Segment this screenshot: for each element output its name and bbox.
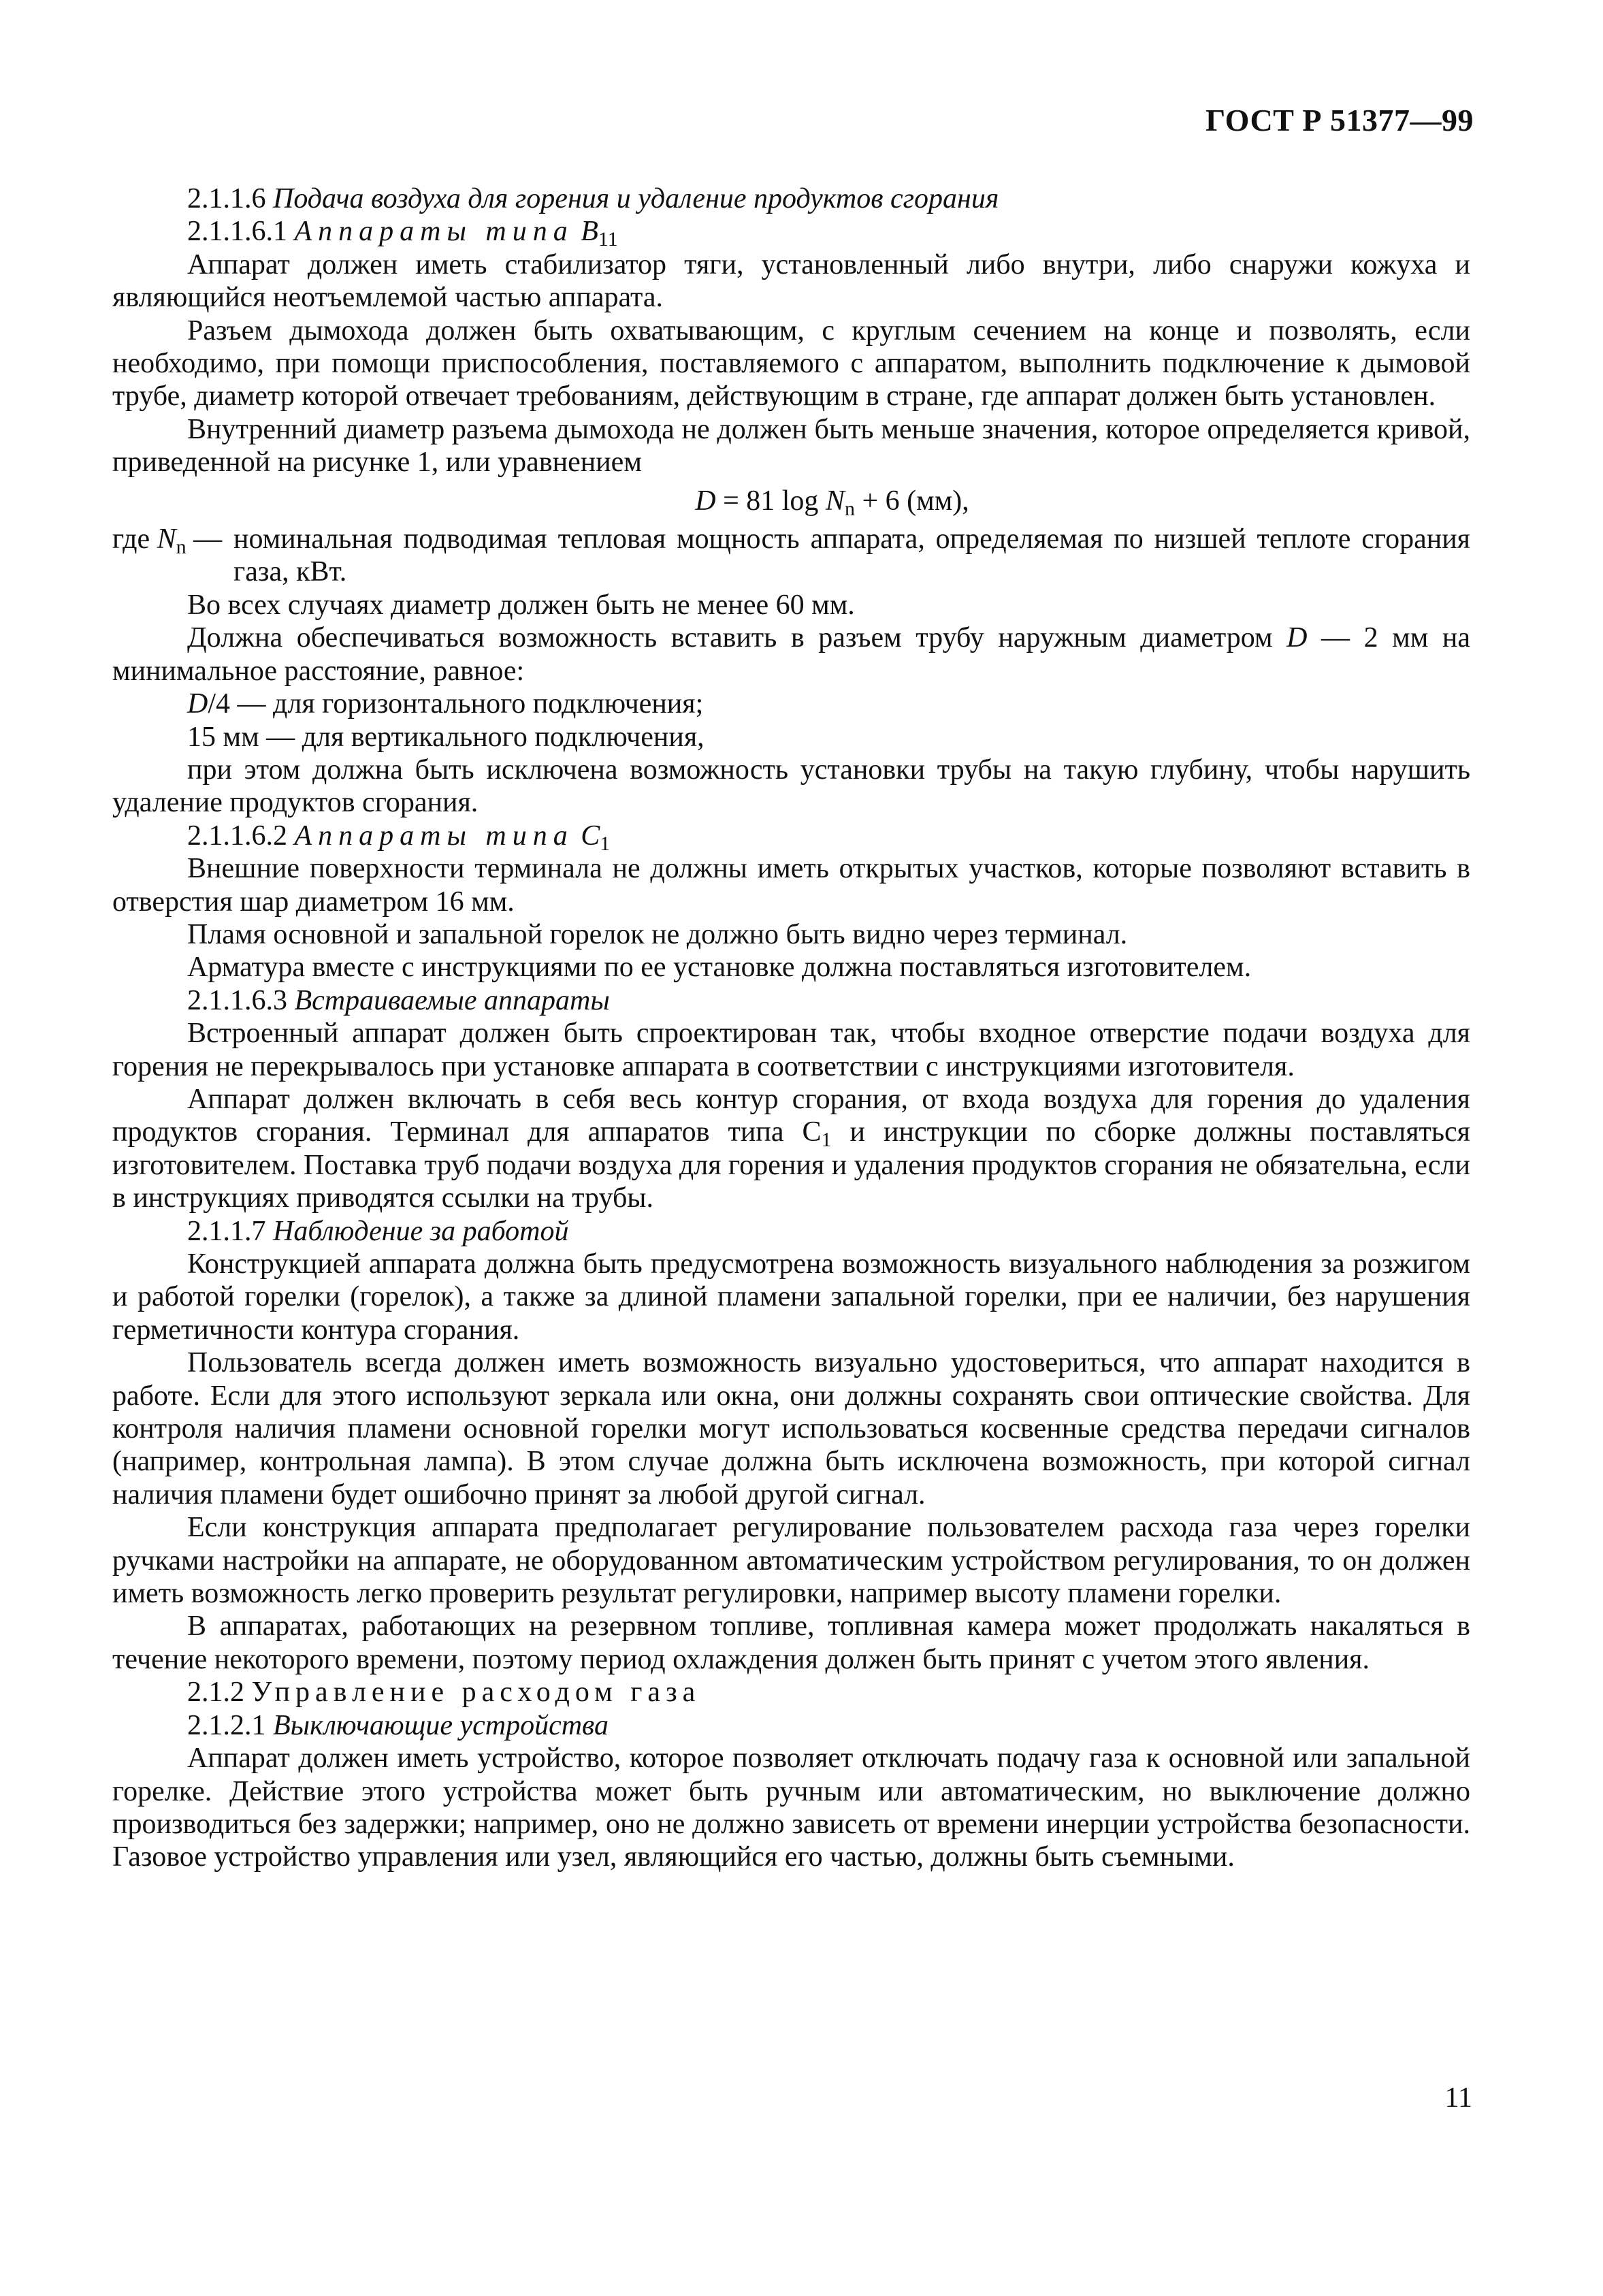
text-run: — 2 мм на минимальное расстояние, равное: <box>112 622 1470 687</box>
formula-var: N <box>825 485 845 517</box>
section-heading-2-1-1-6-3 <box>112 984 1470 1017</box>
subscript: 1 <box>821 1129 832 1152</box>
paragraph: Разъем дымохода должен быть охватывающим, с круглым сечением на конце и позволять, если необходимо, при помощи приспособления, поставляемого с аппаратом, выполнить подключение к дымовой трубе, диаметр которой отвечает требованиям, действующим в стране, где аппарат должен быть установлен. <box>112 314 1470 413</box>
type-symbol: B <box>581 216 598 248</box>
page-number: 11 <box>1444 2082 1472 2114</box>
paragraph <box>112 621 1470 688</box>
paragraph: В аппаратах, работающих на резервном топливе, топливная камера может продолжать накаляться в течение некоторого времени, поэтому период охлаждения должен быть принят с учетом этого явления. <box>112 1611 1470 1675</box>
paragraph: Пламя основной и запальной горелок не должно быть видно через терминал. <box>187 918 1128 950</box>
section-heading-2-1-1-7 <box>112 1215 1470 1248</box>
section-number: 2.1.1.6.1 <box>187 216 287 248</box>
section-title: Выключающие устройства <box>273 1709 609 1741</box>
formula-explanation <box>112 523 1470 589</box>
where-word: где <box>112 523 157 555</box>
type-subscript: 1 <box>600 832 611 855</box>
symbol: D <box>187 688 208 720</box>
diameter-formula <box>112 485 1470 520</box>
document-body <box>112 182 1470 1874</box>
section-number: 2.1.1.6.2 <box>187 820 287 852</box>
paragraph: Аппарат должен иметь устройство, которое позволяет отключать подачу газа к основной или запальной горелке. Действие этого устройства может быть ручным или автоматическим, но выключение должно производиться без задержки; например, оно не должно зависеть от времени инерции устройства безопасности. Газовое устройство управления или узел, являющийся его частью, должны быть съемными. <box>112 1743 1470 1873</box>
paragraph: Встроенный аппарат должен быть спроектирован так, чтобы входное отверстие подачи воздуха для горения не перекрывалось при установке аппарата в соответствии с инструкциями изготовителя. <box>112 1018 1470 1082</box>
paragraph: Конструкцией аппарата должна быть предусмотрена возможность визуального наблюдения за розжигом и работой горелки (горелок), а также за длиной пламени запальной горелки, при ее наличии, без нарушения герметичности контура сгорания. <box>112 1248 1470 1346</box>
paragraph: Внутренний диаметр разъема дымохода не должен быть меньше значения, которое определяется кривой, приведенной на рисунке 1, или уравнением <box>112 413 1470 479</box>
where-symbol: N <box>157 523 176 555</box>
text-run: Должна обеспечиваться возможность вставить в разъем трубу наружным диаметром <box>187 622 1287 654</box>
section-number: 2.1.1.6.3 <box>187 984 287 1016</box>
section-number: 2.1.1.7 <box>187 1215 266 1247</box>
text-run: Аппарат должен включать в себя весь контур сгорания, от входа воздуха для горения до удаления продуктов сгорания. Терминал для аппаратов типа С <box>112 1083 1470 1148</box>
paragraph <box>112 688 1470 720</box>
paragraph: Во всех случаях диаметр должен быть не менее 60 мм. <box>187 589 855 621</box>
standard-code-header: ГОСТ Р 51377—99 <box>1205 103 1474 138</box>
where-subscript: n <box>176 536 187 559</box>
paragraph: Пользователь всегда должен иметь возможность визуально удостовериться, что аппарат находится в работе. Если для этого используют зеркала или окна, они должны сохранять свои оптические свойства. Для контроля наличия пламени основной горелки могут использоваться косвенные средства передачи сигналов (например, контрольная лампа). В этом случае должна быть исключена возможность, при которой сигнал наличия пламени будет ошибочно принят за любой другой сигнал. <box>112 1347 1470 1510</box>
section-title: Подача воздуха для горения и удаление продуктов сгорания <box>273 183 999 214</box>
section-heading-2-1-2 <box>112 1676 1470 1709</box>
where-label <box>112 523 233 589</box>
formula-sub: n <box>844 497 855 520</box>
formula-lhs: D <box>695 485 716 517</box>
formula-op: = 81 log <box>715 485 826 517</box>
section-title: Управление расходом газа <box>251 1677 701 1709</box>
paragraph: Аппарат должен иметь стабилизатор тяги, установленный либо внутри, либо снаружи кожуха и являющийся неотъемлемой частью аппарата. <box>112 248 1470 314</box>
section-title: Встраиваемые аппараты <box>294 984 610 1016</box>
section-number: 2.1.2.1 <box>187 1709 266 1741</box>
paragraph: Арматура вместе с инструкциями по ее установке должна поставляться изготовителем. <box>187 952 1252 984</box>
section-heading-2-1-1-6-2 <box>112 820 1470 855</box>
paragraph: Если конструкция аппарата предполагает регулирование пользователем расхода газа через горелки ручками настройки на аппарате, не оборудованном автоматическим устройством регулирования, то он должен иметь возможность легко проверить результат регулировки, например высоту пламени горелки. <box>112 1512 1470 1610</box>
section-title: Наблюдение за работой <box>273 1215 569 1247</box>
text-run: и инструкции по сборке должны поставляться изготовителем. Поставка труб подачи воздуха для горения и удаления продуктов сгорания не обязательна, если в инструкциях приводятся ссылки на трубы. <box>112 1116 1470 1214</box>
paragraph: 15 мм — для вертикального подключения, <box>187 721 705 753</box>
where-dash: — <box>186 523 223 555</box>
type-symbol: C <box>581 820 600 852</box>
section-number: 2.1.1.6 <box>187 183 266 214</box>
paragraph: Внешние поверхности терминала не должны иметь открытых участков, которые позволяют вставить в отверстия шар диаметром 16 мм. <box>112 853 1470 918</box>
section-number: 2.1.2 <box>187 1677 244 1709</box>
formula-rest: + 6 (мм), <box>854 485 969 517</box>
text-run: /4 — для горизонтального подключения; <box>208 688 704 720</box>
section-heading-2-1-1-6 <box>112 182 1470 215</box>
symbol: D <box>1286 622 1308 654</box>
section-title: Аппараты типа <box>294 820 574 852</box>
where-text: номинальная подводимая тепловая мощность аппарата, определяемая по низшей теплоте сгорания газа, кВт. <box>233 523 1470 588</box>
paragraph <box>112 1083 1470 1215</box>
section-heading-2-1-2-1 <box>112 1709 1470 1742</box>
paragraph: при этом должна быть исключена возможность установки трубы на такую глубину, чтобы нарушить удаление продуктов сгорания. <box>112 754 1470 819</box>
section-heading-2-1-1-6-1 <box>112 215 1470 251</box>
type-subscript: 11 <box>598 228 618 251</box>
section-title: Аппараты типа <box>294 216 574 248</box>
